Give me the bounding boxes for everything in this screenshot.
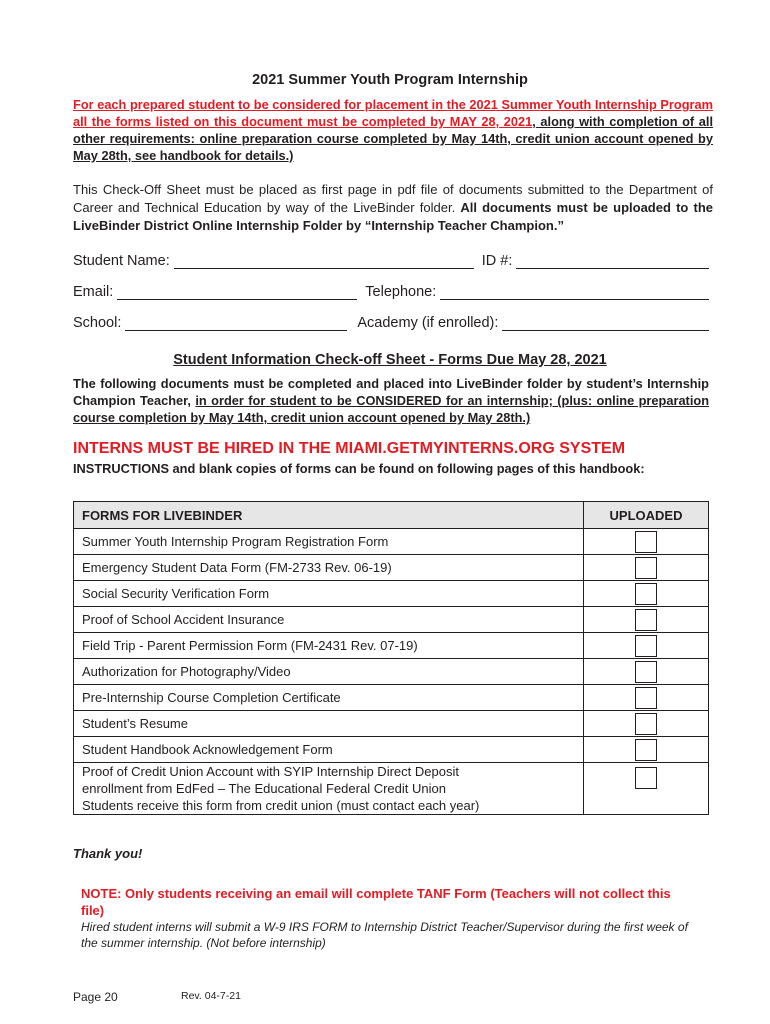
student-name-line[interactable] — [174, 254, 474, 269]
header-uploaded: UPLOADED — [584, 502, 709, 529]
uploaded-checkbox[interactable] — [635, 739, 657, 761]
form-name: Social Security Verification Form — [74, 581, 584, 607]
revision-date: Rev. 04-7-21 — [181, 990, 241, 1002]
checkoff-normal-text: This Check-Off Sheet must be placed as first page in pdf file of documents submitted to the Department of Career and Technical Education by way of the LiveBinder folder. — [73, 182, 713, 215]
intro-paragraph — [73, 96, 713, 164]
thank-you: Thank you! — [73, 846, 143, 861]
w9-note: Hired student interns will submit a W-9 IRS FORM to Internship District Teacher/Supervisor during the first week of the summer internship. (Not before internship) — [81, 920, 688, 950]
checkoff-bold-text: All documents must be uploaded to the LiveBinder District Online Internship Folder by “Internship Teacher Champion.” — [73, 200, 713, 233]
table-row — [74, 555, 709, 581]
student-name-label: Student Name: — [73, 253, 170, 269]
form-name: Authorization for Photography/Video — [74, 659, 584, 685]
form-line: Proof of Credit Union Account with SYIP Internship Direct Deposit — [82, 764, 459, 779]
hire-notice: INTERNS MUST BE HIRED IN THE MIAMI.GETMYINTERNS.ORG SYSTEM — [73, 440, 626, 457]
form-line: Students receive this form from credit union (must contact each year) — [82, 798, 480, 813]
intro-comma: , — [532, 114, 536, 129]
uploaded-checkbox[interactable] — [635, 687, 657, 709]
header-forms: FORMS FOR LIVEBINDER — [74, 502, 584, 529]
intro-black-text: along with completion of all other requirements: online preparation course completed by May 14th, credit union account opened by May 28th, see handbook for details.) — [73, 114, 714, 163]
page-title: 2021 Summer Youth Program Internship — [252, 72, 528, 88]
table-row — [74, 685, 709, 711]
email-line[interactable] — [117, 285, 357, 300]
academy-label: Academy (if enrolled): — [357, 315, 499, 331]
page-number: Page 20 — [73, 990, 118, 1004]
email-label: Email: — [73, 284, 114, 300]
id-line[interactable] — [516, 254, 709, 269]
checkoff-paragraph — [73, 181, 713, 235]
table-row — [74, 581, 709, 607]
uploaded-checkbox[interactable] — [635, 713, 657, 735]
field-row-name — [73, 253, 709, 269]
field-row-school — [73, 315, 709, 331]
form-name: Summer Youth Internship Program Registration Form — [74, 529, 584, 555]
form-name-multiline — [74, 763, 584, 815]
uploaded-checkbox[interactable] — [635, 531, 657, 553]
table-row — [74, 529, 709, 555]
form-name: Emergency Student Data Form (FM-2733 Rev. 06-19) — [74, 555, 584, 581]
table-row — [74, 711, 709, 737]
section-intro — [73, 375, 709, 426]
form-name: Student Handbook Acknowledgement Form — [74, 737, 584, 763]
telephone-line[interactable] — [440, 285, 709, 300]
table-row — [74, 737, 709, 763]
section-intro-plain: The following documents must be completed and placed into LiveBinder folder by student’s Internship Champion Teacher, — [73, 376, 709, 408]
uploaded-checkbox[interactable] — [635, 557, 657, 579]
table-row — [74, 633, 709, 659]
uploaded-checkbox[interactable] — [635, 609, 657, 631]
school-label: School: — [73, 315, 122, 331]
section-title: Student Information Check-off Sheet - Forms Due May 28, 2021 — [173, 352, 607, 368]
uploaded-checkbox[interactable] — [635, 583, 657, 605]
telephone-label: Telephone: — [365, 284, 437, 300]
table-row — [74, 659, 709, 685]
academy-line[interactable] — [502, 316, 709, 331]
form-name: Field Trip - Parent Permission Form (FM-2431 Rev. 07-19) — [74, 633, 584, 659]
form-name: Student’s Resume — [74, 711, 584, 737]
uploaded-checkbox[interactable] — [635, 635, 657, 657]
form-name: Pre-Internship Course Completion Certificate — [74, 685, 584, 711]
field-row-email — [73, 284, 709, 300]
instructions: INSTRUCTIONS and blank copies of forms can be found on following pages of this handbook: — [73, 461, 645, 476]
id-label: ID #: — [481, 253, 513, 269]
uploaded-checkbox[interactable] — [635, 661, 657, 683]
form-name: Proof of School Accident Insurance — [74, 607, 584, 633]
uploaded-checkbox[interactable] — [635, 767, 657, 789]
intro-red-text: For each prepared student to be considered for placement in the 2021 Summer Youth Internship Program all the forms listed on this document must be completed by MAY 28, 2021 — [73, 97, 713, 129]
forms-table — [73, 501, 709, 815]
form-line: enrollment from EdFed – The Educational Federal Credit Union — [82, 781, 446, 796]
section-intro-underlined: in order for student to be CONSIDERED for an internship; (plus: online preparation course completion by May 14th, credit union account opened by May 28th.) — [73, 393, 710, 425]
school-line[interactable] — [125, 316, 347, 331]
table-row — [74, 763, 709, 815]
tanf-note: NOTE: Only students receiving an email will complete TANF Form (Teachers will not collect this file) — [81, 886, 671, 918]
table-row — [74, 607, 709, 633]
table-header-row — [74, 502, 709, 529]
